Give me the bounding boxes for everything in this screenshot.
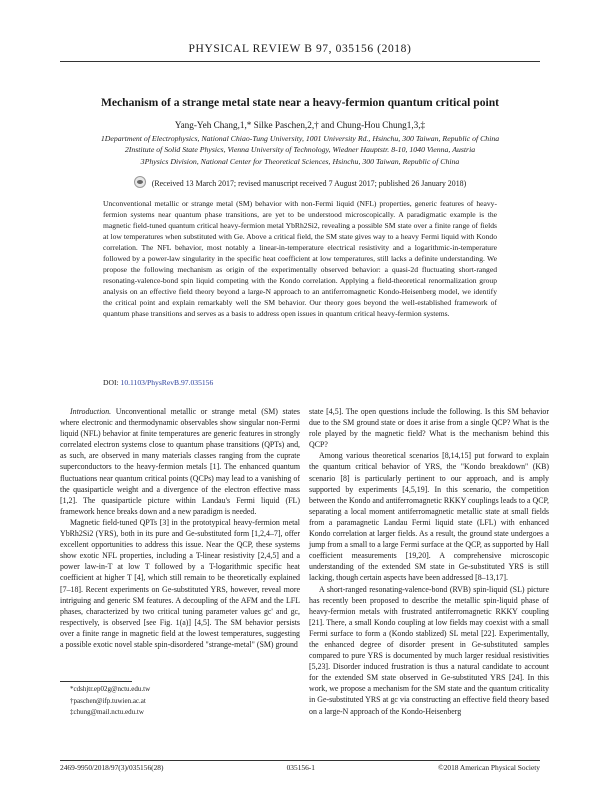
footnote-email-2[interactable]: †paschen@ifp.tuwien.ac.at	[70, 696, 146, 705]
doi-label: DOI:	[103, 378, 119, 387]
journal-header: PHYSICAL REVIEW B 97, 035156 (2018)	[188, 43, 412, 55]
paragraph-text: Among various theoretical scenarios [8,14,15] put forward to explain the quantum critical behavior of YRS, the "Kondo breakdown" (KB) scenario [8] is particularly pertinent to our approach, and is amply supported by experiments [4,5,19]. In this scenario, the competition between the Kondo and antiferromagnetic RKKY couplings leads to a QCP, separating a local moment antiferromagnetic metallic state at small fields from a paramagnetic Landau Fermi liquid state (LFL) with enhanced Kondo correlation at larger fields. As a result, the ground state undergoes a jump from a small to a large Fermi surface at the QCP, as supported by Hall coefficient measurements [19,20]. A comprehensive microscopic understanding of the extended SM state in Ge-substituted YRS is still lacking, though certain aspects have been addressed [8–13,17].	[309, 451, 549, 583]
crossmark-icon[interactable]	[134, 176, 146, 188]
article-title: Mechanism of a strange metal state near a heavy-fermion quantum critical point	[100, 96, 500, 109]
section-runin-heading: Introduction.	[70, 407, 112, 416]
footer-page-number: 035156-1	[286, 763, 315, 772]
doi-link[interactable]: 10.1103/PhysRevB.97.035156	[120, 378, 214, 387]
doi-line	[103, 377, 497, 388]
affiliations	[60, 133, 540, 167]
footnote-email-1[interactable]: *cdshjtr.ep02g@nctu.edu.tw	[70, 685, 151, 693]
paragraph-text: A short-ranged resonating-valence-bond (RVB) spin-liquid (SL) picture has recently been proposed to describe the metallic spin-liquid phase of heavy-fermion metals with frustrated antiferromagnetic RKKY coupling [21]. There, a small Kondo coupling at low fields may coexist with a small Fermi surface to form a (Kondo stablized) SL metal [22]. Experimentally, the enhanced degree of disorder present in Ge-substituted samples compared to pure YRS is documented by much larger residual resistivities [5,23]. Disorder induced frustration is thus a natural candidate to account for the extended SM state observed in Ge-substituted YRS [24]. In this work, we propose a mechanism for the SM state and the quantum criticality in Ge-substituted YRS at gc via constructing an effective field theory based on a large-N approach of the Kondo-Heisenberg	[309, 584, 549, 716]
paragraph-text: Unconventional metallic or strange metal (SM) states where electronic and thermodynamic observables show singular non-Fermi liquid (NFL) behavior at finite temperatures are generic features in strongly correlated electron systems close to quantum phase transitions (QPTs) and, as such, are observed in many materials classes ranging from the cuprate superconductors to the heavy-fermion metals [1]. The enhanced quantum fluctuations near quantum critical points (QCPs) may lead to a vanishing of the quasiparticle weight and a divergence of the electron effective mass [1,2]. The quasiparticle picture within Landau's Fermi liquid (FL) framework hence breaks down and a new paradigm is needed.	[60, 407, 300, 516]
paragraph-text: state [4,5]. The open questions include the following. Is this SM behavior due to the SM ground state or does it arise from a single QCP? What is the role played by the magnetic field? What is the mechanism behind this QCP?	[309, 407, 549, 450]
body-paragraph	[309, 584, 549, 717]
paragraph-text: Magnetic field-tuned QPTs [3] in the prototypical heavy-fermion metal YbRh2Si2 (YRS), both in its pure and Ge-substituted form [1,2,4–7], offer excellent opportunities to address this issue. Near the QCP, these systems show exotic NFL properties, including a T-linear resistivity [2,4,5] and a power law-in-T at low T followed by a T-logarithmic specific heat coefficient at higher T [4], which still remain to be theoretically explained [7–18]. Recent experiments on Ge-substituted YRS, however, reveal more intriguing and generic SM features. A decoupling of the AFM and the LFL phases, characterized by two critical tuning parameter values gc' and gc, respectively, is observed [see Fig. 1(a)] [4,5]. The SM behavior persists over a finite range in magnetic field at the lowest temperatures, suggesting a possible exotic novel stable spin-disordered "strange-metal" (SM) ground	[60, 517, 300, 649]
affiliation-2: 2Institute of Solid State Physics, Vienna University of Technology, Wiedner Hauptstr. 8-10, 1040 Vienna, Austria	[124, 145, 476, 155]
abstract: Unconventional metallic or strange metal (SM) behavior with non-Fermi liquid (NFL) properties, generic features of heavy-fermion systems near quantum phase transitions, are yet to be understood microscopically. A paradigmatic example is the magnetic field-tuned quantum critical heavy-fermion metal YbRh2Si2, revealing a possible SM state over a finite range of fields at low temperatures when substituted with Ge. Above a critical field, the SM state gives way to a heavy Fermi liquid with Kondo correlation. The NFL behavior, most notably a linear-in-temperature electrical resistivity and a logarithmic-in-temperature followed by a power-law singularity in the specific heat coefficient at low temperatures, still lacks a definite understanding. We propose the following mechanism as origin of the experimentally observed behavior: a quasi-2d fluctuating short-ranged resonating-valence-bond spin liquid competing with the Kondo correlation. Applying a field-theoretical renormalization group analysis on an effective field theory beyond a large-N approach to an antiferromagnetic Kondo-Heisenberg model, we identify the critical point and explain remarkably well the SM behavior. Our theory goes beyond the well-established framework of quantum phase transitions and serves as a basis to address open issues in quantum critical heavy-fermion systems.	[103, 199, 497, 318]
affiliation-1: 1Department of Electrophysics, National Chiao-Tung University, 1001 University Rd., Hsinchu, 300 Taiwan, Republic of China	[100, 134, 500, 143]
footer-issn: 2469-9950/2018/97(3)/035156(28)	[60, 763, 164, 772]
body-paragraph	[60, 406, 300, 517]
footer-rule	[60, 760, 540, 761]
received-dates	[60, 176, 540, 189]
affiliation-3: 3Physics Division, National Center for Theoretical Sciences, Hsinchu, 300 Taiwan, Republic of China	[140, 156, 460, 166]
footer-copyright: ©2018 American Physical Society	[438, 763, 540, 772]
body-paragraph	[309, 450, 549, 583]
footnote-rule	[60, 681, 132, 682]
page-footer	[60, 763, 540, 772]
received-text: (Received 13 March 2017; revised manuscript received 7 August 2017; published 26 January 2018)	[151, 179, 467, 188]
author-list: Yang-Yeh Chang,1,* Silke Paschen,2,† and Chung-Hou Chung1,3,‡	[174, 120, 426, 130]
body-left-column	[60, 406, 300, 650]
body-paragraph	[60, 517, 300, 650]
body-paragraph	[309, 406, 549, 450]
header-rule	[60, 61, 540, 62]
footnotes	[60, 684, 300, 719]
body-right-column	[309, 406, 549, 717]
footnote-email-3[interactable]: ‡chung@mail.nctu.edu.tw	[70, 708, 144, 717]
